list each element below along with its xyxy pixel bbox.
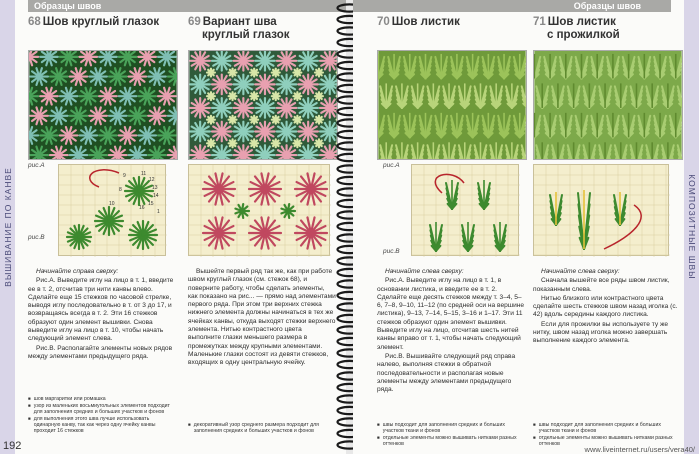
instruction-lead: Начинайте слева сверху: [541,268,620,275]
instruction-paragraph: Рис.А. Выведите иглу на лицо в т. 1, введите ее в т. 2, отсчитав три нити канвы влево. Сделайте еще 15 стежков по часовой стрелке, выводя иглу последовательно в т. от 3 до 17, и возвращаясь всегда в т. 2. Эти 16 стежков образуют один элемент вышивки. Снова выведите иглу на лицо в т. 10, чтобы начать следующий элемент слева. [28,277,174,343]
stitch-instructions [188,268,336,369]
stitch-69 [184,12,334,454]
note-item [28,403,176,415]
stitch-title [188,16,289,42]
watermark: www.liveinternet.ru/users/vera40/ [584,445,695,454]
stitch-instructions [377,268,525,395]
stitch-notes [377,422,525,448]
point-label: 1 [157,209,160,215]
figure-label-b: рис.В [383,248,400,255]
point-label: 16 [139,205,145,211]
stitch-title-line: Шов листик [391,16,460,28]
page-header [28,0,346,12]
side-tab-right [684,0,699,454]
stitch-photo [188,50,338,160]
stitch-number: 70 [377,16,390,28]
stitch-notes [28,396,176,436]
stitch-diagram [58,164,166,256]
point-label: 11 [141,171,147,177]
header-title: Образцы швов [573,1,641,11]
instruction-paragraph: Рис.В. Вышивайте следующий ряд справа налево, выполняя стежки в обратной последовательности и располагая новые элементы между элементами предыдущего ряда. [377,352,516,394]
side-tab-label: ВЫШИВАНИЕ ПО КАНВЕ [2,167,13,287]
point-label: 14 [153,193,159,199]
stitch-notes [188,422,336,435]
instruction-lead: Начинайте слева сверху: [385,268,464,275]
point-label: 15 [148,201,154,207]
stitch-title-line: Шов листик [547,16,616,28]
stitch-title-line: Вариант шва [202,16,277,28]
point-label: 13 [152,185,158,191]
instruction-paragraph: Рис.А. Выведите иглу на лицо в т. 1, в основании листика, и введите ее в т. 2. Сделайте еще десять стежков между т. 3–4, 5–6, 7–8, 9–10, 11–12 (по средней оси на вершине листика), 9–13, 7–14, 5–15, 3–16 и 1–17. Эти 11 стежков образуют один элемент вышивки. Выведите иглу на лицо, отсчитав шесть нитей канвы вправо от т. 1, чтобы начать следующий элемент. [377,277,525,351]
page-header [353,0,671,12]
note-text: ■ декоративный узор среднего размера подходит для заполнения средних и больших участков и фонов [193,422,319,435]
stitch-title-line: Шов круглый глазок [42,16,160,28]
stitch-70 [373,12,523,454]
right-page [353,0,699,454]
note-item [188,422,336,434]
note-item [28,396,176,402]
stitch-instructions [28,268,176,362]
stitch-photo [28,50,178,160]
point-label: 12 [149,177,155,183]
stitch-title-line: с прожилкой [547,29,620,41]
thread-icon [435,174,464,193]
stitch-diagram [533,164,669,256]
instruction-paragraph: Если для прожилки вы используете ту же нитку, швом назад иголка можно завершать выполнение каждого элемента. [533,320,669,345]
stitch-title [28,16,159,29]
instruction-paragraph: Вышейте первый ряд так же, как при работе швом круглый глазок (см. стежок 68), и поверните работу, чтобы сделать элементы, как показано на рис... — прямо над элементами первого ряда. При этом три верхних стежка нижнего элемента должны начинаться в тех же ячейках канвы, откуда выходят стежки верхнего элемента. Нитью контрастного цвета выполните глазки меньшего размера в промежутках между крупными элементами. Маленькие глазки состоят из девяти стежков, входящих в одну центральную ячейку. [188,268,336,367]
stitch-number: 71 [533,16,546,28]
point-label: 10 [109,201,115,207]
stitch-number: 69 [188,16,201,28]
stitch-title-line: круглый глазок [202,29,290,41]
instruction-paragraph: Нитью близкого или контрастного цвета сделайте шесть стежков швом назад иголка (с. 42) вдоль середины каждого листика. [533,294,678,319]
note-item [533,422,681,434]
stitch-number: 68 [28,16,41,28]
instruction-paragraph: Сначала вышейте все ряды швом листик, показанным слева. [533,277,670,293]
stitch-diagram [188,164,330,256]
stitch-title [377,16,460,29]
side-tab-label: КОМПОЗИТНЫЕ ШВЫ [686,174,697,280]
side-tab-left [0,0,15,454]
note-text: ■ отдельные элементы можно вышивать нитками разных оттенков [538,435,673,448]
header-title: Образцы швов [34,1,102,11]
point-label: 9 [123,173,126,179]
instruction-lead: Начинайте справа сверху: [36,268,119,275]
note-text: ■ шов маргаритки или ромашка [33,396,106,402]
stitch-instructions [533,268,681,347]
stitch-68 [24,12,174,454]
left-page [0,0,346,454]
stitch-photo [377,50,527,160]
stitch-71 [529,12,679,454]
note-text: ■ швы подходит для заполнения средних и больших участков ткани и фонов [538,422,661,435]
stitch-title [533,16,620,42]
stitch-photo [533,50,683,160]
thread-icon [90,170,119,187]
instruction-paragraph: Рис.В. Располагайте элементы новых рядов между элементами предыдущего ряда. [28,344,173,360]
figure-label-a: рис.А [28,162,45,169]
note-item [377,422,525,434]
note-text: ■ швы подходит для заполнения средних и больших участков ткани и фонов [382,422,505,435]
note-text: ■ узор из маленьких восьмиугольных элементов подходит для заполнения средних и больших участков и фонов [33,403,170,416]
note-item [28,416,176,434]
figure-label-b: рис.В [28,234,45,241]
note-text: ■ для выполнения этого шва лучше использовать одинарную канву, так как через одну ячейку канвы проходит 16 стежков [33,416,156,435]
page-number: 192 [3,440,22,452]
point-label: 8 [119,187,122,193]
figure-label-a: рис.А [383,162,400,169]
note-text: ■ отдельные элементы можно вышивать нитками разных оттенков [382,435,517,448]
stitch-diagram [411,164,519,256]
note-item [377,435,525,447]
